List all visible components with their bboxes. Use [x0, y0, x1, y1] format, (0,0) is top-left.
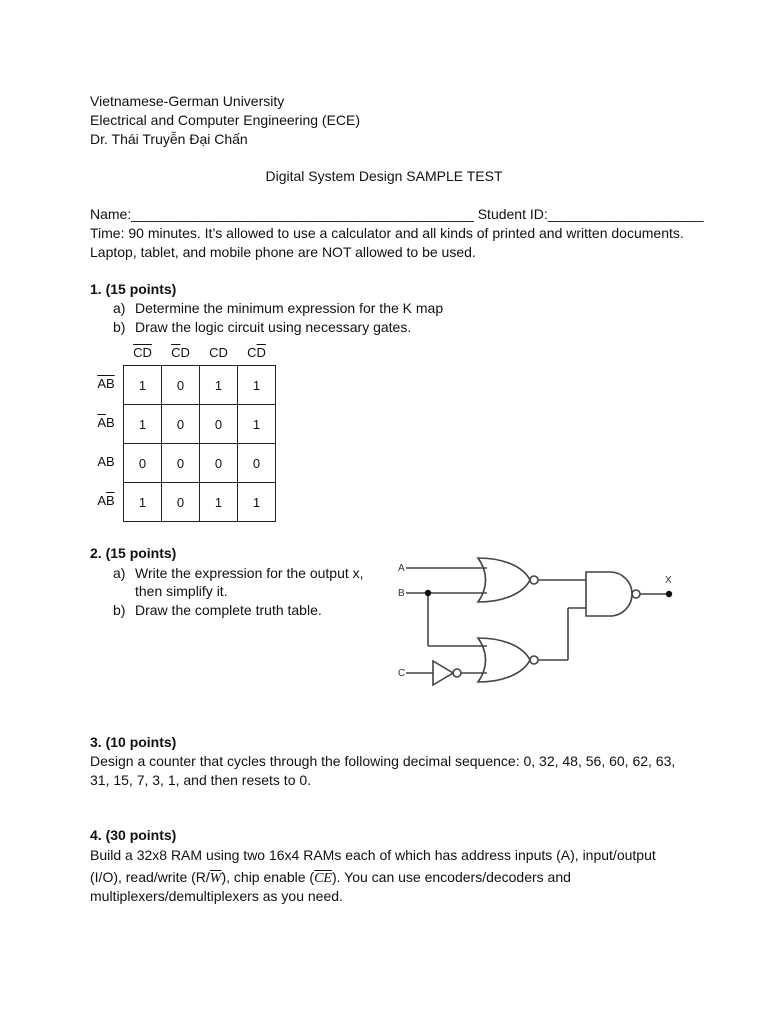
time-instructions: Time: 90 minutes. It’s allowed to use a calculator and all kinds of printed and written documents.: [90, 225, 684, 241]
rw-bar-symbol: $\overline{W}$: [209, 871, 222, 886]
kmap-cell: 1: [238, 483, 276, 522]
q4-text-cont: [90, 868, 571, 888]
nor-gate-2: [478, 638, 530, 682]
kmap-row-header: [92, 415, 120, 430]
kmap-col-header: [238, 345, 275, 360]
and-gate-bubble: [632, 590, 640, 598]
kmap-cell: 1: [238, 405, 276, 444]
kmap-var: A: [97, 454, 106, 469]
output-dot: [666, 591, 672, 597]
kmap-var: B: [106, 454, 115, 469]
kmap-var: $\overline{D}$: [256, 345, 266, 360]
q2-a-marker: a): [113, 565, 126, 581]
kmap-row-header: [92, 376, 120, 391]
q2-a-text: Write the expression for the output x,: [135, 565, 364, 581]
kmap-cell: 1: [200, 366, 238, 405]
q2-part-b: [113, 601, 322, 619]
q1-part-b: [113, 318, 411, 336]
kmap-var: C: [247, 345, 257, 360]
kmap-var: C: [209, 345, 219, 360]
nor-gate-1: [478, 558, 530, 602]
kmap-row: [124, 483, 276, 522]
kmap-cell: 0: [162, 444, 200, 483]
label-a: A: [398, 563, 405, 574]
kmap-cell: 1: [124, 483, 162, 522]
not-gate: [433, 661, 453, 685]
q1-part-a: [113, 299, 443, 317]
kmap-row-header: [92, 493, 120, 508]
q1-a-text: Determine the minimum expression for the K map: [135, 300, 444, 316]
junction-dot-b: [425, 590, 431, 596]
kmap-var: $\overline{A}$: [97, 415, 106, 430]
kmap-cell: 1: [200, 483, 238, 522]
kmap-row: [124, 405, 276, 444]
instructor-name: Dr. Thái Truyễn Đại Chấn: [90, 131, 248, 147]
nor-gate-1-bubble: [530, 576, 538, 584]
kmap-cell: 0: [200, 405, 238, 444]
kmap-var: B: [106, 415, 115, 430]
kmap-cell: 0: [200, 444, 238, 483]
kmap-var: D: [180, 345, 190, 360]
logic-circuit-diagram: [390, 548, 690, 698]
kmap-cell: 1: [238, 366, 276, 405]
q2-part-a: [113, 564, 364, 582]
q2-part-a-cont: [113, 582, 228, 600]
kmap-col-header: [162, 345, 199, 360]
university-name: Vietnamese-German University: [90, 93, 285, 109]
label-b: B: [398, 588, 405, 599]
nor-gate-2-bubble: [530, 656, 538, 664]
kmap-cell: 0: [124, 444, 162, 483]
kmap-cell: 0: [162, 405, 200, 444]
and-gate: [586, 572, 632, 616]
kmap-cell: 0: [238, 444, 276, 483]
q1-heading: 1. (15 points): [90, 281, 177, 297]
q2-b-text: Draw the complete truth table.: [135, 602, 322, 618]
label-x: X: [665, 575, 672, 586]
kmap-col-header: [124, 345, 161, 360]
kmap-var: $\overline{A}$: [97, 376, 106, 391]
karnaugh-map: [123, 365, 276, 522]
kmap-row: [124, 444, 276, 483]
q2-heading: 2. (15 points): [90, 545, 177, 561]
kmap-row-header: [92, 454, 120, 469]
kmap-var: A: [97, 493, 106, 508]
name-student-id-line: Name:____________________________________________ Student ID:____________________: [90, 206, 704, 222]
kmap-var: $\overline{B}$: [106, 493, 115, 508]
q2-b-marker: b): [113, 602, 126, 618]
q3-text-cont: 31, 15, 7, 3, 1, and then resets to 0.: [90, 772, 312, 788]
kmap-cell: 0: [162, 366, 200, 405]
kmap-cell: 1: [124, 366, 162, 405]
kmap-cell: 0: [162, 483, 200, 522]
q1-b-text: Draw the logic circuit using necessary gates.: [135, 319, 412, 335]
kmap-row: [124, 366, 276, 405]
kmap-cell: 1: [124, 405, 162, 444]
kmap-var: $\overline{C}$: [171, 345, 181, 360]
kmap-var: $\overline{B}$: [106, 376, 115, 391]
q4-text-part: ). You can use encoders/decoders and: [331, 869, 571, 885]
q4-heading: 4. (30 points): [90, 827, 177, 843]
device-instructions: Laptop, tablet, and mobile phone are NOT allowed to be used.: [90, 244, 476, 260]
q4-text-end: multiplexers/demultiplexers as you need.: [90, 888, 343, 904]
kmap-var: D: [218, 345, 228, 360]
department-name: Electrical and Computer Engineering (ECE): [90, 112, 361, 128]
kmap-var: $\overline{D}$: [142, 345, 152, 360]
q1-a-marker: a): [113, 300, 126, 316]
ce-bar-symbol: $\overline{CE}$: [314, 871, 332, 886]
q2-a-text-cont: then simplify it.: [135, 583, 228, 599]
q1-b-marker: b): [113, 319, 126, 335]
q4-text: Build a 32x8 RAM using two 16x4 RAMs each of which has address inputs (A), input/output: [90, 847, 656, 863]
q3-text: Design a counter that cycles through the following decimal sequence: 0, 32, 48, 56, 60, 62, 63,: [90, 753, 676, 769]
test-title: Digital System Design SAMPLE TEST: [265, 168, 503, 184]
q3-heading: 3. (10 points): [90, 734, 177, 750]
kmap-var: $\overline{C}$: [133, 345, 143, 360]
q4-text-part: (I/O), read/write (R/: [90, 869, 210, 885]
kmap-col-header: [200, 345, 237, 360]
label-c: C: [398, 668, 406, 679]
q4-text-part: ), chip enable (: [221, 869, 315, 885]
